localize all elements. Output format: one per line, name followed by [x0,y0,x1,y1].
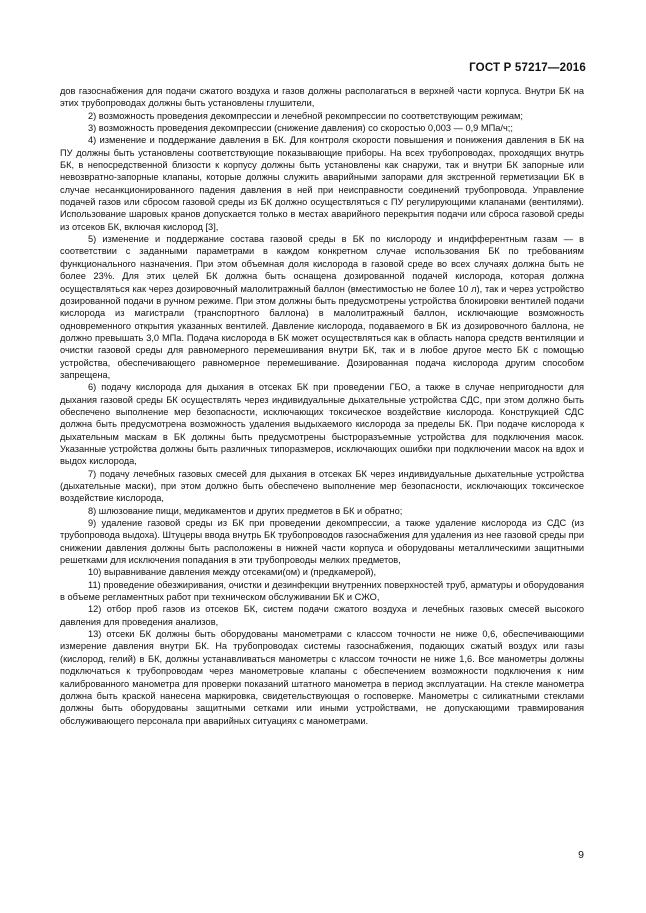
list-item-9: 9) удаление газовой среды из БК при проведении декомпрессии, а также удаление кислорода из СДС (из трубопровода выдоха). Штуцеры ввода внутрь БК трубопроводов газоснабжения для удаления из нее газовой среды при снижении давления должны быть расположены в нижней части корпуса и оборудованы металлическими защитными решетками для исключения попадания в эти трубопроводы мелких предметов, [60,518,584,566]
list-item-8: 8) шлюзование пищи, медикаментов и других предметов в БК и обратно; [88,505,403,516]
list-item-11: 11) проведение обезжиривания, очистки и дезинфекции внутренних поверхностей труб, арматуры и оборудования в объеме регламентных работ при техническом обслуживании БК и СЖО, [60,579,584,603]
list-item-5: 5) изменение и поддержание состава газовой среды в БК по кислороду и индифферентным газам — в соответствии с заданными параметрами в каждом конкретном случае использования БК по требованиям функционального назначения. При этом объемная доля кислорода в газовой среде во всех случаях должна быть не более 23%. Для этих целей БК должна быть оснащена дозированной подачей кислорода, которая должна осуществляться как через дозировочный малолитражный баллон (вместимостью не более 10 л), так и через устройство дозированной подачи в ручном режиме. При этом должны быть предусмотрены устройства блокировки вентилей подачи кислорода из магистрали (транспортного баллона) в малолитражный баллон, исключающие возможность одновременного открытия указанных вентилей. Давление кислорода, подаваемого в БК из дозировочного баллона, не должно превышать 3,0 МПа. Подача кислорода в БК может осуществляться как в область напора средств вентиляции и очистки газовой среды для равномерного перемешивания внутри БК, так и в любое другое место БК с помощью устройства, обеспечивающего равномерное перемешивание. Дозированная подача кислорода другим способом запрещена, [60,234,584,380]
page-number: 9 [578,849,584,861]
paragraph-continuation: дов газоснабжения для подачи сжатого воздуха и газов должны располагаться в верхней части корпуса. Внутри БК на этих трубопроводах должны быть установлены глушители, [60,86,584,109]
standard-designation: ГОСТ Р 57217—2016 [469,62,586,74]
list-item-3: 3) возможность проведения декомпрессии (снижение давления) со скоростью 0,003 — 0,9 МПа/ч;; [88,123,513,134]
list-item-4: 4) изменение и поддержание давления в БК. Для контроля скорости повышения и понижения давления в БК на ПУ должны быть установлены соответствующие показывающие приборы. На всех трубопроводах, проходящих внутрь БК, в непосредственной близости к корпусу должны быть установлены как снаружи, так и внутри БК запорные или невозвратно-запорные клапаны, которые должны служить аварийными запорами для экстренной герметизации БК в случае несанкционированного падения давления в ней при неисправности соединений трубопровода. Управление подачей газов или сбросом газовой среды из БК должно осуществляться с ПУ регулирующими клапанами (вентилями). Использование шаровых кранов допускается только в местах аварийного перекрытия подачи или сброса газовой среды из отсеков БК, включая кислород [3], [60,135,584,232]
list-item-2: 2) возможность проведения декомпрессии и лечебной рекомпрессии по соответствующим режимам; [88,110,523,121]
list-item-13: 13) отсеки БК должны быть оборудованы манометрами с классом точности не ниже 0,6, обеспечивающими измерение давления внутри БК. На трубопроводах системы газоснабжения, подающих сжатый воздух или газы (кислород, гелий) в БК, должны устанавливаться манометры с классом точности не ниже 1,6. Все манометры должны подключаться к трубопроводам через манометровые клапаны с обеспечением возможности подключения к ним калиброванного манометра для проверки показаний штатного манометра в период эксплуатации. На стекле манометра должна быть краской нанесена маркировка, свидетельствующая о госповерке. Манометры с силикатными стеклами должны быть оборудованы защитными сетками или иными устройствами, не допускающими травмирования обслуживающего персонала при аварийных ситуациях с манометрами. [60,629,584,726]
list-item-7: 7) подачу лечебных газовых смесей для дыхания в отсеках БК через индивидуальные дыхательные устройства (дыхательные маски), при этом должно быть обеспечено выполнение мер безопасности, исключающих токсическое воздействие кислорода, [60,468,584,504]
list-item-10: 10) выравнивание давления между отсеками(ом) и (предкамерой), [88,567,377,578]
list-item-6: 6) подачу кислорода для дыхания в отсеках БК при проведении ГБО, а также в случае непригодности для дыхания газовой среды БК осуществлять через индивидуальные дыхательные устройства СДС, при этом должно быть обеспечено выполнение мер безопасности, исключающих токсическое воздействие кислорода. Конструкцией СДС должна быть предусмотрена возможность удаления выдыхаемого кислорода за пределы БК. При подаче кислорода к дыхательным маскам в БК должны быть предусмотрены быстроразъемные устройства для подключения масок. Указанные устройства должны быть различных типоразмеров, исключающих ошибки при подключении масок на вдох и выдох кислорода, [60,382,584,467]
body-text [60,85,584,727]
list-item-12: 12) отбор проб газов из отсеков БК, систем подачи сжатого воздуха и лечебных газовых смесей высокого давления для проведения анализов, [60,604,584,627]
